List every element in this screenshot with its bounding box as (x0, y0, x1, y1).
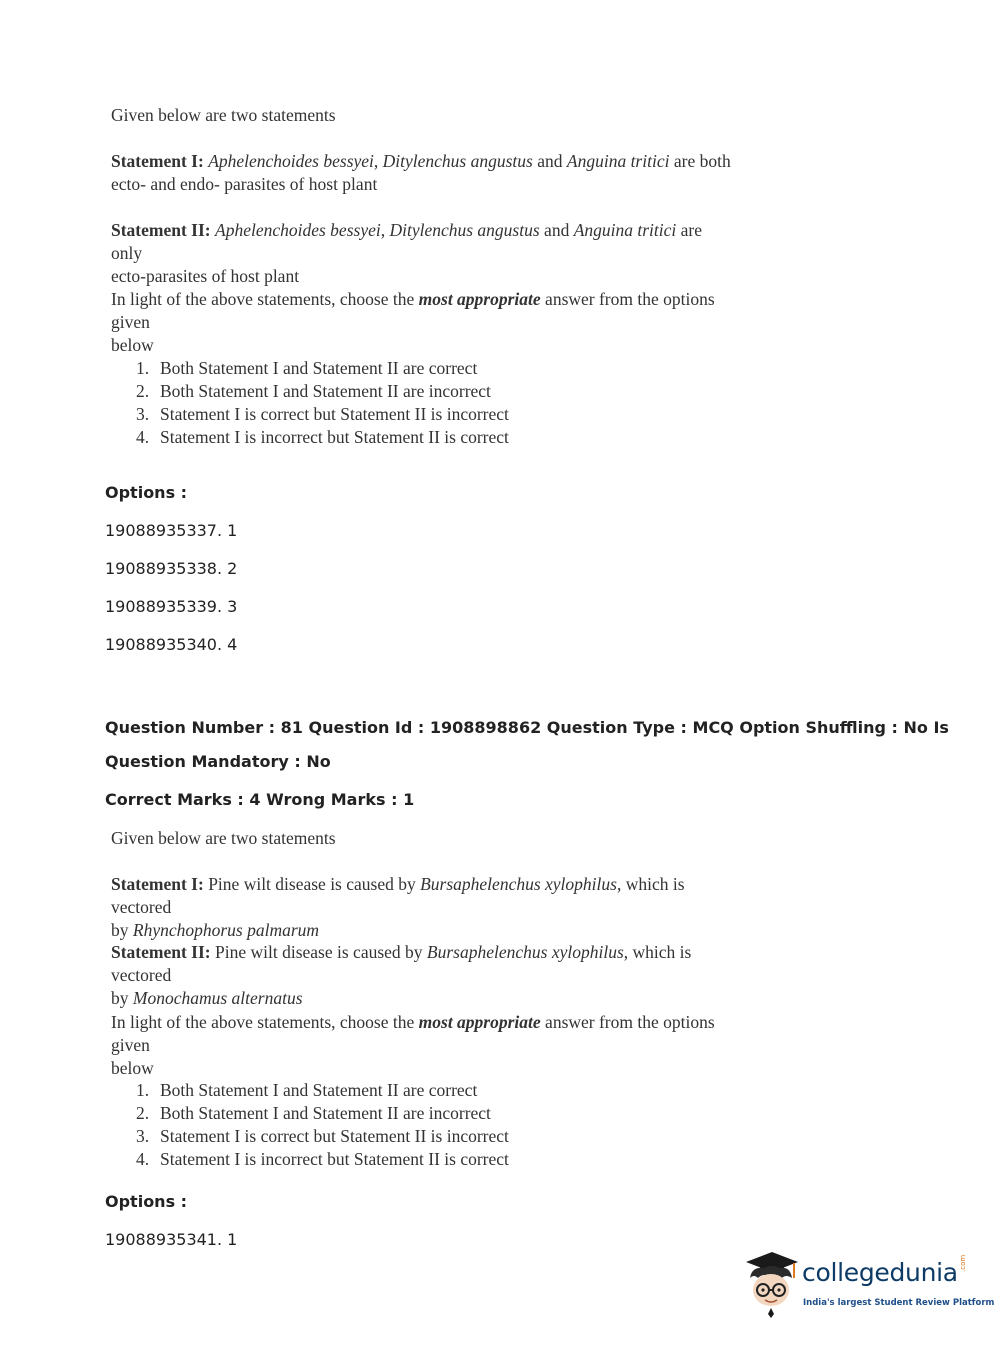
q1-choice-list (136, 357, 509, 449)
q2-statement-1: Statement I: Pine wilt disease is caused by Bursaphelenchus xylophilus, which is vectored by Rhynchophorus palmarum (111, 874, 685, 940)
statement-label: Statement II: (111, 220, 211, 240)
graduate-mascot-icon (742, 1248, 800, 1318)
option-id: 19088935338. 2 (105, 559, 238, 578)
question-meta: Question Number : 81 Question Id : 1908898862 Question Type : MCQ Option Shuffling : No Is (105, 718, 949, 737)
q1-prompt: In light of the above statements, choose the most appropriate answer from the options given below (111, 289, 715, 355)
choice-item: 4. Statement I is incorrect but Statement II is correct (136, 427, 509, 447)
species-name: Aphelenchoides bessyei (215, 220, 381, 240)
q1-statement-2: Statement II: Aphelenchoides bessyei, Ditylenchus angustus and Anguina tritici are only ecto-parasites of host plant (111, 220, 703, 286)
choice-item: 1. Both Statement I and Statement II are correct (136, 358, 478, 378)
statement-label: Statement II: (111, 942, 211, 962)
species-name: Ditylenchus angustus (382, 151, 533, 171)
collegedunia-logo (742, 1248, 995, 1320)
species-name: Anguina tritici (566, 151, 670, 171)
vector-name: Rhynchophorus palmarum (132, 920, 320, 940)
option-id: 19088935340. 4 (105, 635, 238, 654)
species-name: Bursaphelenchus xylophilus (420, 874, 617, 894)
choice-item: 3. Statement I is correct but Statement II is incorrect (136, 404, 509, 424)
option-id: 19088935337. 1 (105, 521, 238, 540)
q1-statement-1: Statement I: Aphelenchoides bessyei, Ditylenchus angustus and Anguina tritici are both ecto- and endo- parasites of host plant (111, 151, 731, 194)
logo-domain: .com (959, 1254, 967, 1272)
question-mandatory: Question Mandatory : No (105, 752, 331, 771)
option-id: 19088935339. 3 (105, 597, 238, 616)
q2-choice-list (136, 1079, 509, 1171)
choice-item: 3. Statement I is correct but Statement II is incorrect (136, 1126, 509, 1146)
statement-label: Statement I: (111, 151, 204, 171)
q2-prompt: In light of the above statements, choose the most appropriate answer from the options given below (111, 1012, 715, 1078)
species-name: Bursaphelenchus xylophilus (426, 942, 624, 962)
statement-label: Statement I: (111, 874, 204, 894)
q2-statement-2: Statement II: Pine wilt disease is caused by Bursaphelenchus xylophilus, which is vectored by Monochamus alternatus (111, 942, 692, 1008)
emphasis: most appropriate (418, 289, 541, 309)
choice-item: 4. Statement I is incorrect but Statement II is correct (136, 1149, 509, 1169)
option-id: 19088935341. 1 (105, 1230, 238, 1249)
choice-item: 1. Both Statement I and Statement II are correct (136, 1080, 478, 1100)
logo-wordmark: collegedunia (802, 1258, 958, 1287)
choice-item: 2. Both Statement I and Statement II are incorrect (136, 1103, 491, 1123)
q1-options-heading: Options : (105, 483, 188, 502)
choice-item: 2. Both Statement I and Statement II are incorrect (136, 381, 491, 401)
logo-tagline: India's largest Student Review Platform (803, 1298, 995, 1308)
q2-options-heading: Options : (105, 1192, 188, 1211)
species-name: Ditylenchus angustus (389, 220, 540, 240)
q2-intro: Given below are two statements (111, 828, 336, 848)
vector-name: Monochamus alternatus (132, 988, 303, 1008)
emphasis: most appropriate (418, 1012, 541, 1032)
species-name: Aphelenchoides bessyei (208, 151, 374, 171)
q1-intro: Given below are two statements (111, 105, 336, 125)
species-name: Anguina tritici (573, 220, 677, 240)
question-marks: Correct Marks : 4 Wrong Marks : 1 (105, 790, 415, 809)
